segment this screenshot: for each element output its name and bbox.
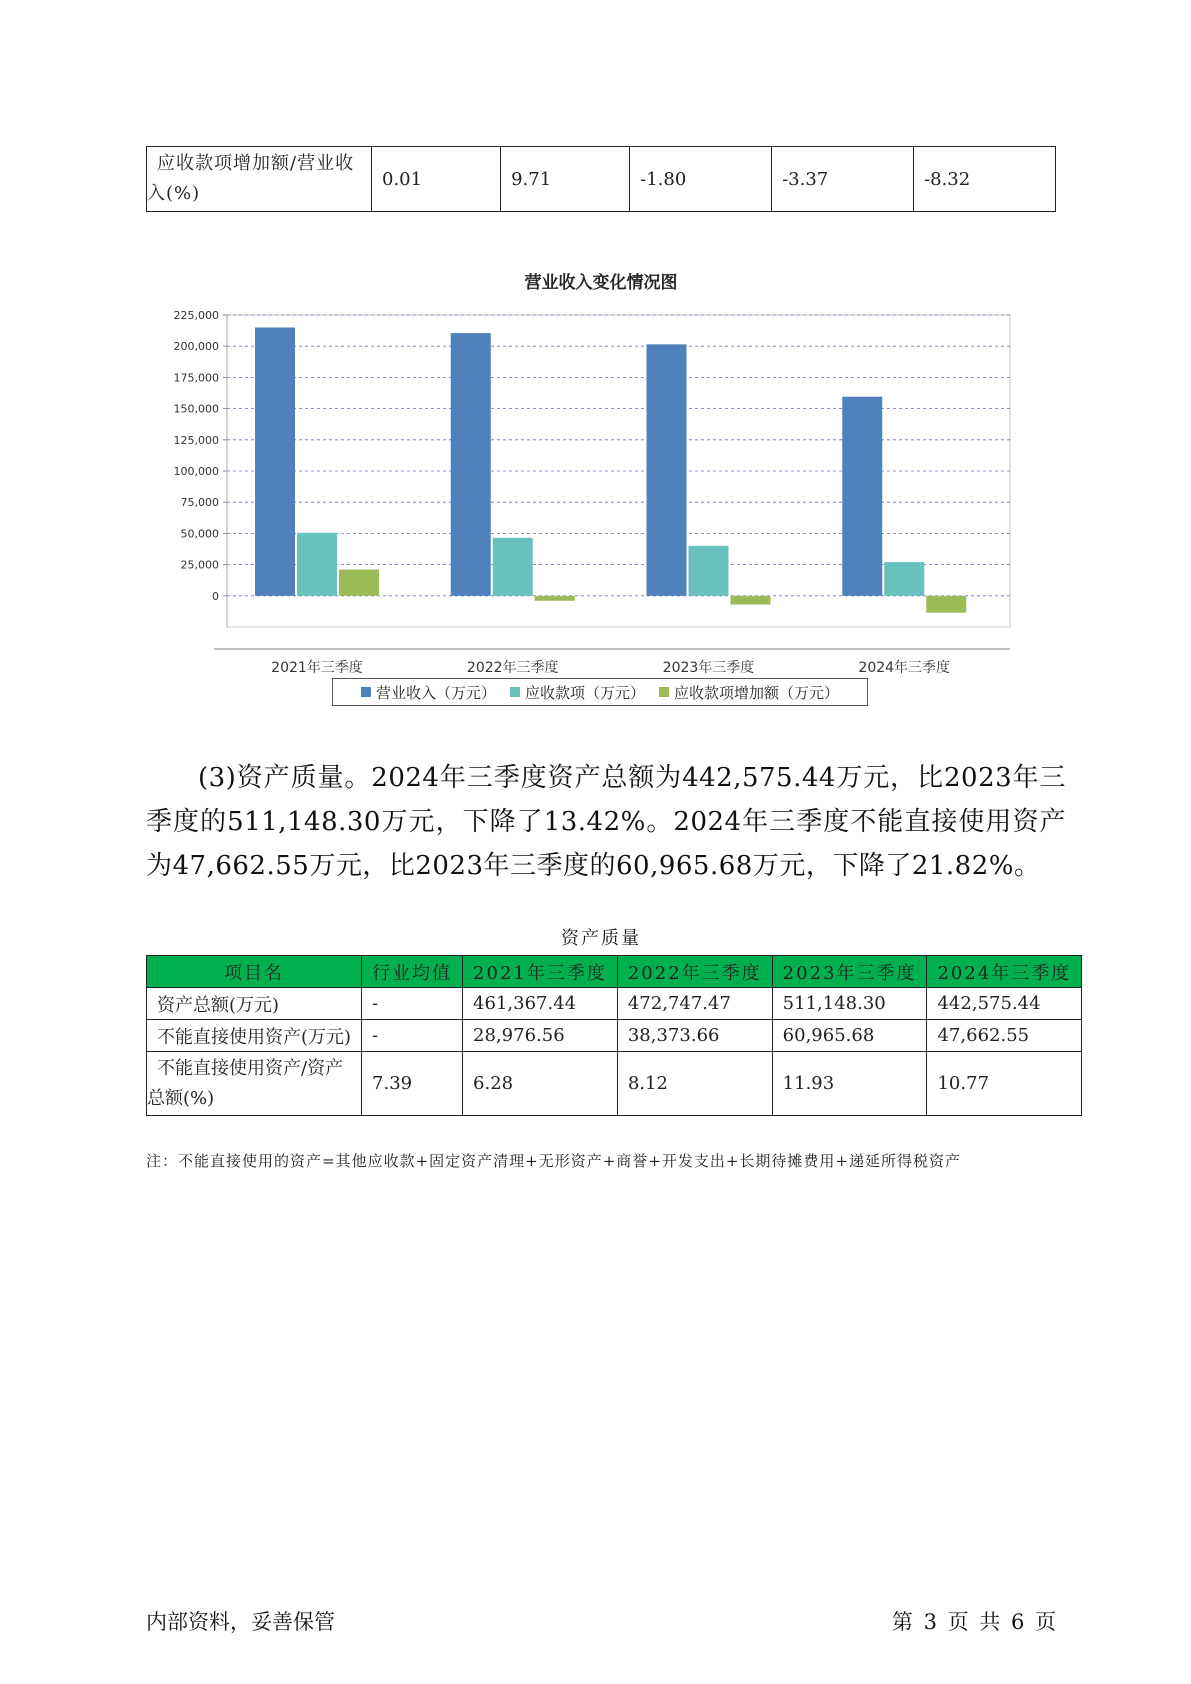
table-cell: 511,148.30 <box>772 988 927 1020</box>
asset-table-title: 资产质量 <box>561 928 641 949</box>
table-cell: 461,367.44 <box>463 988 618 1020</box>
x-tick-label: 2023年三季度 <box>662 660 755 676</box>
row-label <box>147 147 372 212</box>
header-cell: 2023年三季度 <box>772 956 927 988</box>
legend-swatch-receivable <box>510 687 520 697</box>
bar <box>493 538 533 596</box>
bar <box>842 397 882 596</box>
header-cell: 行业均值 <box>362 956 463 988</box>
table-cell: 38,373.66 <box>617 1020 772 1052</box>
table-row <box>147 988 1082 1020</box>
legend-item-revenue <box>361 682 496 703</box>
bar <box>297 533 337 596</box>
table-cell: 8.12 <box>617 1052 772 1116</box>
row-label-line1: 不能直接使用资产/资产 <box>157 1057 344 1079</box>
table-cell: 11.93 <box>772 1052 927 1116</box>
bar <box>926 596 966 613</box>
table-cell: 0.01 <box>372 147 501 212</box>
table-cell: -3.37 <box>772 147 914 212</box>
legend-swatch-receivable-increase <box>659 687 669 697</box>
x-tick-label: 2024年三季度 <box>858 660 951 676</box>
bar <box>255 327 295 595</box>
chart-canvas <box>146 260 1056 710</box>
row-label <box>147 1052 362 1116</box>
table-cell: 6.28 <box>463 1052 618 1116</box>
table-cell: -1.80 <box>630 147 772 212</box>
chart-title: 营业收入变化情况图 <box>524 273 678 293</box>
table-cell: 10.77 <box>927 1052 1082 1116</box>
table-cell: 442,575.44 <box>927 988 1082 1020</box>
legend-label-receivable: 应收款项（万元） <box>524 683 645 702</box>
table-cell: 9.71 <box>501 147 630 212</box>
y-tick-label: 75,000 <box>180 496 219 510</box>
table-cell: 60,965.68 <box>772 1020 927 1052</box>
row-label: 资产总额(万元) <box>147 988 362 1020</box>
table-cell: 47,662.55 <box>927 1020 1082 1052</box>
header-cell: 2021年三季度 <box>463 956 618 988</box>
y-tick-label: 175,000 <box>173 371 219 385</box>
table-row <box>147 147 1056 212</box>
legend-item-receivable-increase <box>659 682 839 703</box>
table-cell: - <box>362 1020 463 1052</box>
table-cell: -8.32 <box>914 147 1056 212</box>
y-tick-label: 0 <box>212 589 219 603</box>
table-cell: 7.39 <box>362 1052 463 1116</box>
table-note: 注：不能直接使用的资产=其他应收款+固定资产清理+无形资产+商誉+开发支出+长期待摊费用+递延所得税资产 <box>146 1152 961 1170</box>
bar <box>535 596 575 601</box>
table-cell: 28,976.56 <box>463 1020 618 1052</box>
table-header-row <box>147 956 1082 988</box>
x-tick-label: 2022年三季度 <box>466 660 559 676</box>
bar <box>647 344 687 595</box>
table-cell: - <box>362 988 463 1020</box>
row-label-line2: 入(%) <box>147 183 201 204</box>
footer-page-number: 第 3 页 共 6 页 <box>891 1610 1056 1634</box>
x-tick-label: 2021年三季度 <box>271 660 363 676</box>
y-tick-label: 100,000 <box>173 465 219 478</box>
header-cell: 项目名 <box>147 956 362 988</box>
table-cell: 472,747.47 <box>617 988 772 1020</box>
y-tick-label: 25,000 <box>180 558 219 572</box>
bar <box>689 546 729 596</box>
y-tick-label: 50,000 <box>180 527 219 541</box>
row-label: 不能直接使用资产(万元) <box>147 1020 362 1052</box>
table-row <box>147 1020 1082 1052</box>
header-cell: 2024年三季度 <box>927 956 1082 988</box>
bar <box>339 570 379 596</box>
y-tick-label: 125,000 <box>173 433 219 447</box>
receivable-ratio-table <box>146 146 1056 212</box>
y-tick-label: 225,000 <box>173 309 219 322</box>
chart-legend <box>332 678 868 706</box>
bar <box>884 562 924 596</box>
y-tick-label: 200,000 <box>173 340 219 354</box>
legend-swatch-revenue <box>361 687 371 697</box>
revenue-chart <box>146 260 1056 710</box>
asset-quality-paragraph: (3)资产质量。2024年三季度资产总额为442,575.44万元，比2023年三季度的511,148.30万元，下降了13.42%。2024年三季度不能直接使用资产为47,662.55万元，比2023年三季度的60,965.68万元，下降了21.82%。 <box>146 763 1066 881</box>
legend-label-receivable-increase: 应收款项增加额（万元） <box>674 683 840 702</box>
header-cell: 2022年三季度 <box>617 956 772 988</box>
table-row <box>147 1052 1082 1116</box>
legend-label-revenue: 营业收入（万元） <box>375 683 496 702</box>
row-label-line1: 应收款项增加额/营业收 <box>157 153 355 174</box>
legend-item-receivable <box>510 682 645 703</box>
footer-confidential: 内部资料，妥善保管 <box>146 1610 335 1634</box>
bar <box>451 333 491 596</box>
row-label-line2: 总额(%) <box>147 1087 215 1109</box>
asset-quality-table <box>146 955 1082 1116</box>
y-tick-label: 150,000 <box>173 402 219 416</box>
bar <box>731 596 771 605</box>
